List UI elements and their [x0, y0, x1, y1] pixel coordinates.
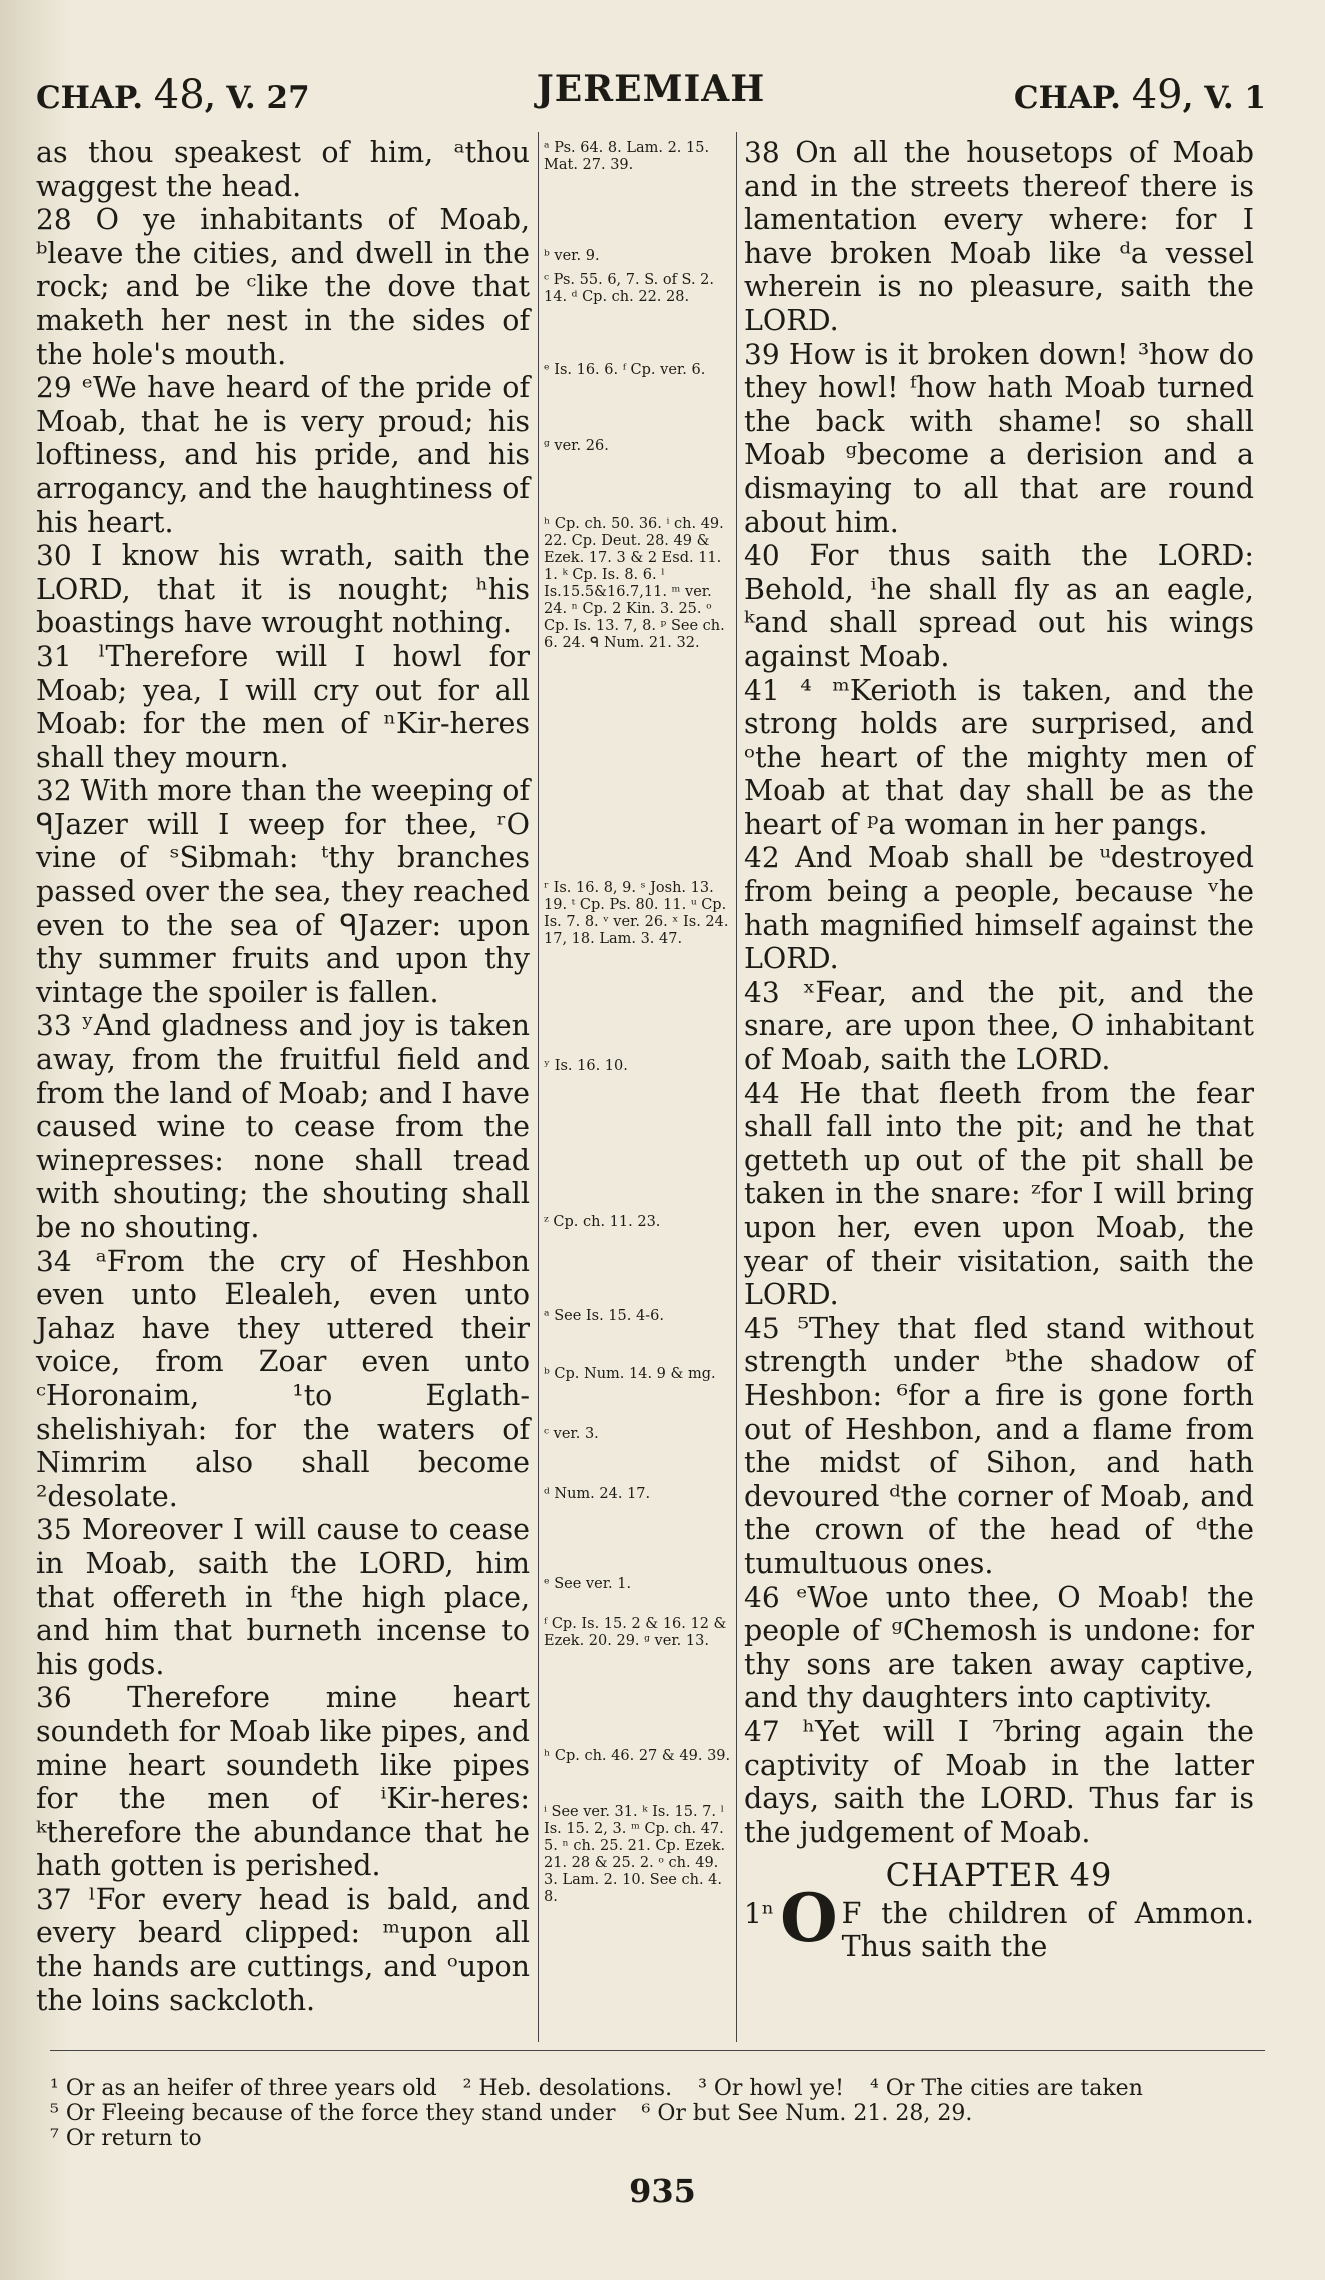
verse	[744, 841, 1254, 975]
verse-number: 41	[744, 673, 801, 707]
column-divider-right	[736, 132, 737, 2042]
cross-reference: ᵇ Cp. Num. 14. 9 & mg.	[544, 1366, 716, 1382]
cross-reference: ᵃ Ps. 64. 8. Lam. 2. 15. Mat. 27. 39.	[544, 140, 710, 173]
book-title: JEREMIAH	[536, 68, 766, 110]
header-left-chapter: 48	[153, 72, 205, 118]
verse-text: F the children of Ammon. Thus saith the	[841, 1896, 1254, 1964]
header-right-reference	[1014, 72, 1266, 118]
verse-number: 47	[744, 1714, 803, 1748]
left-text-column	[36, 136, 530, 2017]
page-number: 935	[629, 2172, 696, 2210]
verse-text: How is it broken down! ³how do they howl! ᶠhow hath Moab turned the back with shame! so shall Moab ᵍbecome a derision and a dismaying to all that are round about him.	[744, 337, 1255, 539]
cross-reference: ᵉ See ver. 1.	[544, 1576, 632, 1592]
verse-number: 30	[36, 539, 91, 573]
footnote-row	[50, 2076, 1265, 2101]
verse-text: ˣFear, and the pit, and the snare, are upon thee, O inhabitant of Moab, saith the LORD.	[744, 975, 1255, 1077]
cross-reference: ᵈ Num. 24. 17.	[544, 1486, 651, 1502]
cross-reference: ᶻ Cp. ch. 11. 23.	[544, 1214, 661, 1230]
verse-text: O ye inhabitants of Moab, ᵇleave the cities, and dwell in the rock; and be ᶜlike the dove that maketh her nest in the sides of the hole's mouth.	[36, 203, 531, 371]
verse-number: 33	[36, 1009, 82, 1043]
verse	[36, 1681, 530, 1883]
cross-reference: ʳ Is. 16. 8, 9. ˢ Josh. 13. 19. ᵗ Cp. Ps. 80. 11. ᵘ Cp. Is. 7. 8. ᵛ ver. 26. ˣ Is. 24. 17, 18. Lam. 3. 47.	[544, 880, 729, 947]
verse-text: Moreover I will cause to cease in Moab, saith the LORD, him that offereth in ᶠthe high place, and him that burneth incense to his gods.	[36, 1513, 530, 1681]
footnote-divider	[50, 2050, 1265, 2051]
verse	[36, 640, 530, 774]
header-left-prefix: CHAP.	[36, 80, 143, 116]
verse-text: With more than the weeping of ᑫJazer will I weep for thee, ʳO vine of ˢSibmah: ᵗthy branches passed over the sea, they reached even to the sea of ᑫJazer: upon thy summer fruits and upon thy vintage the spoiler is fallen.	[36, 774, 530, 1009]
verse	[36, 136, 530, 203]
verse-text: ʰYet will I ⁷bring again the captivity of Moab in the latter days, saith the LORD. Thus far is the judgement of Moab.	[744, 1714, 1254, 1849]
verse-number: 31	[36, 639, 99, 673]
cross-reference: ʰ Cp. ch. 46. 27 & 49. 39.	[544, 1748, 731, 1764]
verse-text: ᵉWoe unto thee, O Moab! the people of ᵍChemosh is undone: for thy sons are taken away captive, and thy daughters into captivity.	[744, 1580, 1254, 1715]
header-right-prefix: CHAP.	[1013, 80, 1121, 116]
verse-number: 44	[744, 1076, 800, 1110]
verse-number: 45	[744, 1311, 798, 1345]
verse	[36, 539, 530, 640]
verse-text: ⁴ ᵐKerioth is taken, and the strong holds are surprised, and ᵒthe heart of the mighty men of Moab at that day shall be as the heart of ᵖa woman in her pangs.	[744, 673, 1254, 841]
verse-number: 29	[36, 371, 82, 405]
verse-number: 28	[36, 203, 96, 237]
verse-number: 46	[744, 1580, 797, 1614]
verse-number: 42	[744, 841, 796, 875]
verse-number: 37	[36, 1882, 89, 1916]
verse	[36, 774, 530, 1009]
verse	[744, 1312, 1254, 1581]
verse	[744, 1077, 1254, 1312]
cross-reference: ᶜ Ps. 55. 6, 7. S. of S. 2. 14. ᵈ Cp. ch. 22. 28.	[544, 272, 715, 305]
cross-reference: ᵍ ver. 26.	[544, 438, 609, 454]
verse-number: 39	[744, 337, 789, 371]
header-left-verse: , V. 27	[204, 80, 310, 116]
verse-text: And Moab shall be ᵘdestroyed from being a people, because ᵛhe hath magnified himself against the LORD.	[744, 841, 1255, 976]
verse	[744, 338, 1254, 540]
footnote: ⁶ Or but See Num. 21. 28, 29.	[641, 2101, 973, 2126]
verse-text: He that fleeth from the fear shall fall into the pit; and he that getteth up out of the pit shall be taken in the snare: ᶻfor I will bring upon her, even upon Moab, the year of their visitation, saith the LORD.	[744, 1076, 1254, 1312]
verse-text: I know his wrath, saith the LORD, that it is nought; ʰhis boastings have wrought nothing.	[36, 539, 531, 640]
cross-reference: ⁱ See ver. 31. ᵏ Is. 15. 7. ˡ Is. 15. 2, 3. ᵐ Cp. ch. 47. 5. ⁿ ch. 25. 21. Cp. Ezek. 21. 28 & 25. 2. ᵒ ch. 49. 3. Lam. 2. 10. See ch. 4. 8.	[544, 1804, 726, 1905]
verse	[744, 1715, 1254, 1849]
verse-text: ˡFor every head is bald, and every beard clipped: ᵐupon all the hands are cuttings, and ᵒupon the loins sackcloth.	[36, 1882, 531, 2017]
footnote-row	[50, 2101, 1265, 2126]
cross-reference-mark: ⁿ	[761, 1896, 775, 1930]
verse-number: 36	[36, 1681, 128, 1715]
cross-reference: ʸ Is. 16. 10.	[544, 1058, 628, 1074]
footnote: ¹ Or as an heifer of three years old	[50, 2076, 437, 2101]
header-right-verse: , V. 1	[1182, 80, 1266, 116]
footnote-row	[50, 2126, 1265, 2151]
verse	[744, 976, 1254, 1077]
verse	[744, 1581, 1254, 1715]
cross-reference: ᵉ Is. 16. 6. ᶠ Cp. ver. 6.	[544, 362, 706, 378]
footnote: ⁵ Or Fleeing because of the force they stand under	[50, 2101, 616, 2126]
verse-number: 40	[744, 539, 810, 573]
verse-text: For thus saith the LORD: Behold, ⁱhe shall fly as an eagle, ᵏand shall spread out his wings against Moab.	[744, 539, 1254, 673]
cross-reference: ᶠ Cp. Is. 15. 2 & 16. 12 & Ezek. 20. 29. ᵍ ver. 13.	[544, 1616, 727, 1649]
verse-number: 32	[36, 774, 81, 808]
verse-number: 38	[744, 136, 796, 169]
right-text-column	[744, 136, 1254, 1964]
verse-text: Therefore mine heart soundeth for Moab like pipes, and mine heart soundeth like pipes for the men of ⁱKir-heres: ᵏtherefore the abundance that he hath gotten is perished.	[36, 1681, 530, 1883]
verse	[744, 136, 1254, 338]
cross-reference: ʰ Cp. ch. 50. 36. ⁱ ch. 49. 22. Cp. Deut. 28. 49 & Ezek. 17. 3 & 2 Esd. 11. 1. ᵏ Cp. Is. 8. 6. ˡ Is.15.5&16.7,11. ᵐ ver. 24. ⁿ Cp. 2 Kin. 3. 25. ᵒ Cp. Is. 13. 7, 8. ᵖ See ch. 6. 24. ᑫ Num. 21. 32.	[544, 516, 725, 651]
chapter-heading: CHAPTER 49	[885, 1856, 1113, 1895]
verse-text: On all the housetops of Moab and in the streets thereof there is lamentation every where: for I have broken Moab like ᵈa vessel wherein is no pleasure, saith the LORD.	[744, 136, 1255, 337]
footnote: ⁷ Or return to	[50, 2126, 202, 2151]
footnotes	[50, 2076, 1265, 2151]
verse-number: 1	[744, 1896, 762, 1930]
verse	[36, 203, 530, 371]
verse	[36, 1245, 530, 1514]
verse-number: 43	[744, 975, 804, 1009]
verse-text: ʸAnd gladness and joy is taken away, from the fruitful field and from the land of Moab; and I have caused wine to cease from the winepresses: none shall tread with shouting; the shouting shall be no shouting.	[36, 1009, 530, 1244]
verse	[744, 539, 1254, 673]
verse-text: ᵃFrom the cry of Heshbon even unto Elealeh, even unto Jahaz have they uttered their voice, from Zoar even unto ᶜHoronaim, ¹to Eglath-shelishiyah: for the waters of Nimrim also shall become ²desolate.	[36, 1244, 531, 1513]
cross-reference: ᵇ ver. 9.	[544, 248, 600, 264]
verse-text: as thou speakest of him, ᵃthou waggest the head.	[36, 136, 530, 203]
header-right-chapter: 49	[1131, 72, 1183, 118]
footnote: ³ Or howl ye!	[698, 2076, 844, 2101]
verse	[36, 1883, 530, 2017]
chapter-first-verse	[744, 1878, 1254, 1964]
footnote: ⁴ Or The cities are taken	[869, 2076, 1143, 2101]
verse-text: ᵉWe have heard of the pride of Moab, that he is very proud; his loftiness, and his pride, and his arrogancy, and the haughtiness of his heart.	[36, 371, 531, 539]
verse-number: 35	[36, 1513, 82, 1547]
column-divider-left	[538, 132, 539, 2042]
cross-reference: ᵃ See Is. 15. 4-6.	[544, 1308, 664, 1324]
verse-number: 34	[36, 1244, 96, 1278]
verse	[36, 1009, 530, 1244]
verse-text: ˡTherefore will I howl for Moab; yea, I will cry out for all Moab: for the men of ⁿKir-heres shall they mourn.	[36, 639, 530, 774]
verse	[36, 371, 530, 539]
footnote: ² Heb. desolations.	[462, 2076, 673, 2101]
verse	[36, 1513, 530, 1681]
verse	[744, 674, 1254, 842]
chapter-first-verse-lead	[744, 1897, 774, 1931]
running-header	[36, 68, 1266, 122]
drop-capital: O	[780, 1878, 838, 1957]
verse-text: ⁵They that fled stand without strength under ᵇthe shadow of Heshbon: ⁶for a fire is gone forth out of Heshbon, and a flame from the midst of Sihon, and hath devoured ᵈthe corner of Moab, and the crown of the head of ᵈthe tumultuous ones.	[744, 1311, 1254, 1580]
cross-reference: ᶜ ver. 3.	[544, 1426, 599, 1442]
